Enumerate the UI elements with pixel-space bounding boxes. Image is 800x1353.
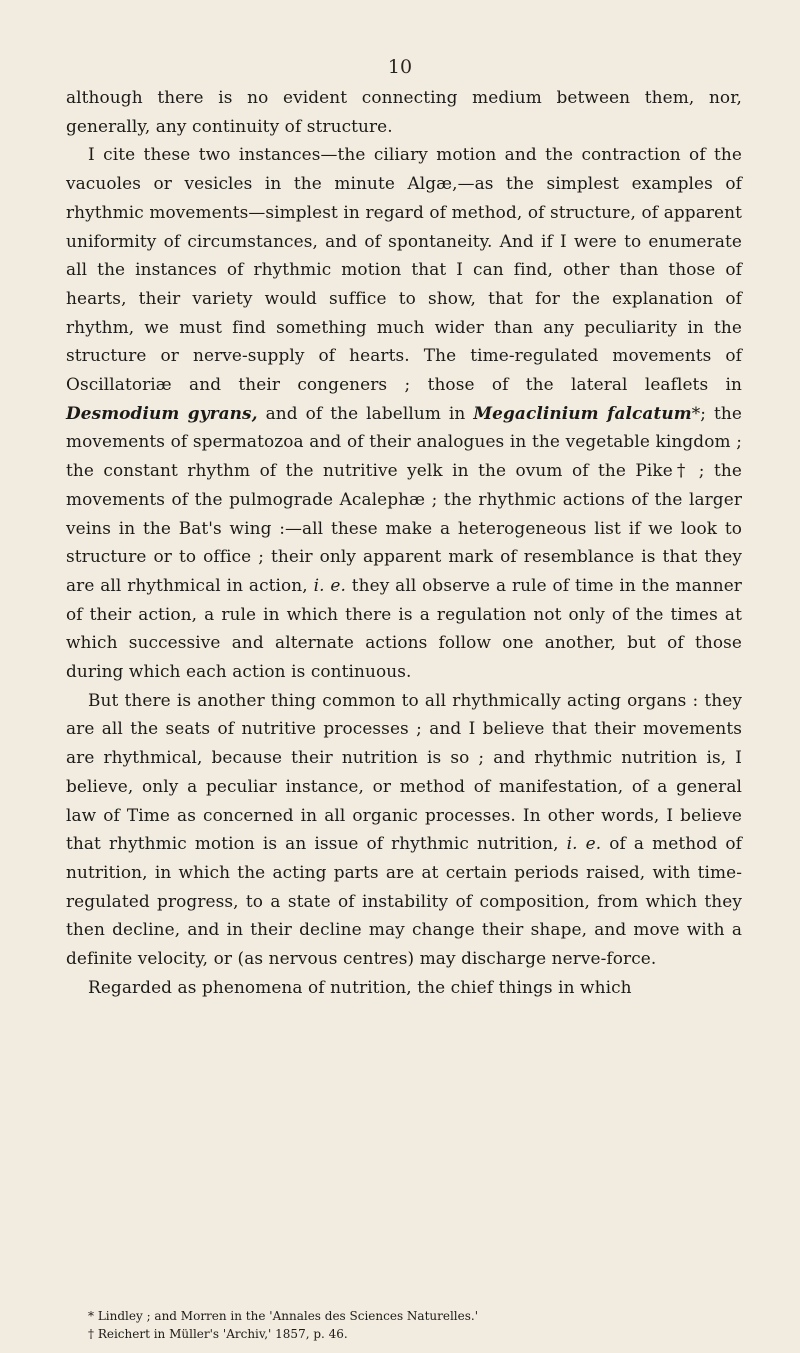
text-run: Megaclinium falcatum	[473, 402, 692, 423]
footnotes	[66, 1307, 742, 1343]
text-run: Desmodium gyrans,	[66, 402, 258, 423]
text-run: of a method of nutrition, in which the acting parts are at certain periods raised, with time-regulated progress, to a state of instability of composition, from which they then decline, and in their decline may change their shape, and move with a definite velocity, or (as nervous centres) may discharge nerve-force.	[66, 833, 743, 969]
text-run: and of the labellum in	[257, 402, 474, 423]
footnote: * Lindley ; and Morren in the 'Annales des Sciences Naturelles.'	[88, 1309, 479, 1323]
text-run: *	[691, 402, 701, 423]
text-run: i. e.	[313, 574, 346, 595]
body-text	[66, 83, 742, 1002]
text-run: But there is another thing common to all rhythmically acting organs : they are all the seats of nutritive processes ; and I believe that their movements are rhythmical, because their nutrition is so ; and rhythmic nutrition is, I believe, only a peculiar instance, or method of manifestation, of a general law of Time as concerned in all organic processes. In other words, I believe that rhythmic motion is an issue of rhythmic nutrition,	[66, 689, 742, 854]
paragraph	[66, 973, 742, 1002]
text-run: †	[672, 460, 690, 481]
text-run: they all observe a rule of time in the manner of their action, a rule in which there is a regulation not only of the times at which successive and alternate actions follow one another, but of those during which each action is continuous.	[66, 574, 742, 682]
text-run: I cite these two instances—the ciliary motion and the contraction of the vacuoles or vesicles in the minute Algæ,—as the simplest examples of rhythmic movements—simplest in regard of method, of structure, of apparent uniformity of circumstances, and of spontaneity. And if I were to enumerate all the instances of rhythmic motion that I can find, other than those of hearts, their variety would suffice to show, that for the explanation of rhythm, we must find something much wider than any peculiarity in the structure or nerve-supply of hearts. The time-regulated movements of Oscillatoriæ and their congeners ; those of the lateral leaflets in	[66, 144, 742, 395]
paragraph	[66, 686, 742, 973]
paragraph	[66, 140, 742, 685]
footnote: † Reichert in Müller's 'Archiv,' 1857, p. 46.	[88, 1327, 348, 1341]
page-number: 10	[387, 56, 413, 78]
text-run: ; the movements of the pulmograde Acalephæ ; the rhythmic actions of the larger veins in the Bat's wing :—all these make a heterogeneous list if we look to structure or to office ; their only apparent mark of resemblance is that they are all rhythmical in action,	[66, 460, 743, 595]
text-run: i. e.	[566, 833, 602, 854]
text-run: Regarded as phenomena of nutrition, the chief things in which	[88, 976, 632, 997]
text-run: ; the movements of spermatozoa and of their analogues in the vegetable kingdom ; the constant rhythm of the nutritive yelk in the ovum of the Pike	[66, 402, 742, 481]
text-run: although there is no evident connecting medium between them, nor, generally, any continuity of structure.	[66, 87, 742, 136]
paragraph	[66, 83, 742, 140]
